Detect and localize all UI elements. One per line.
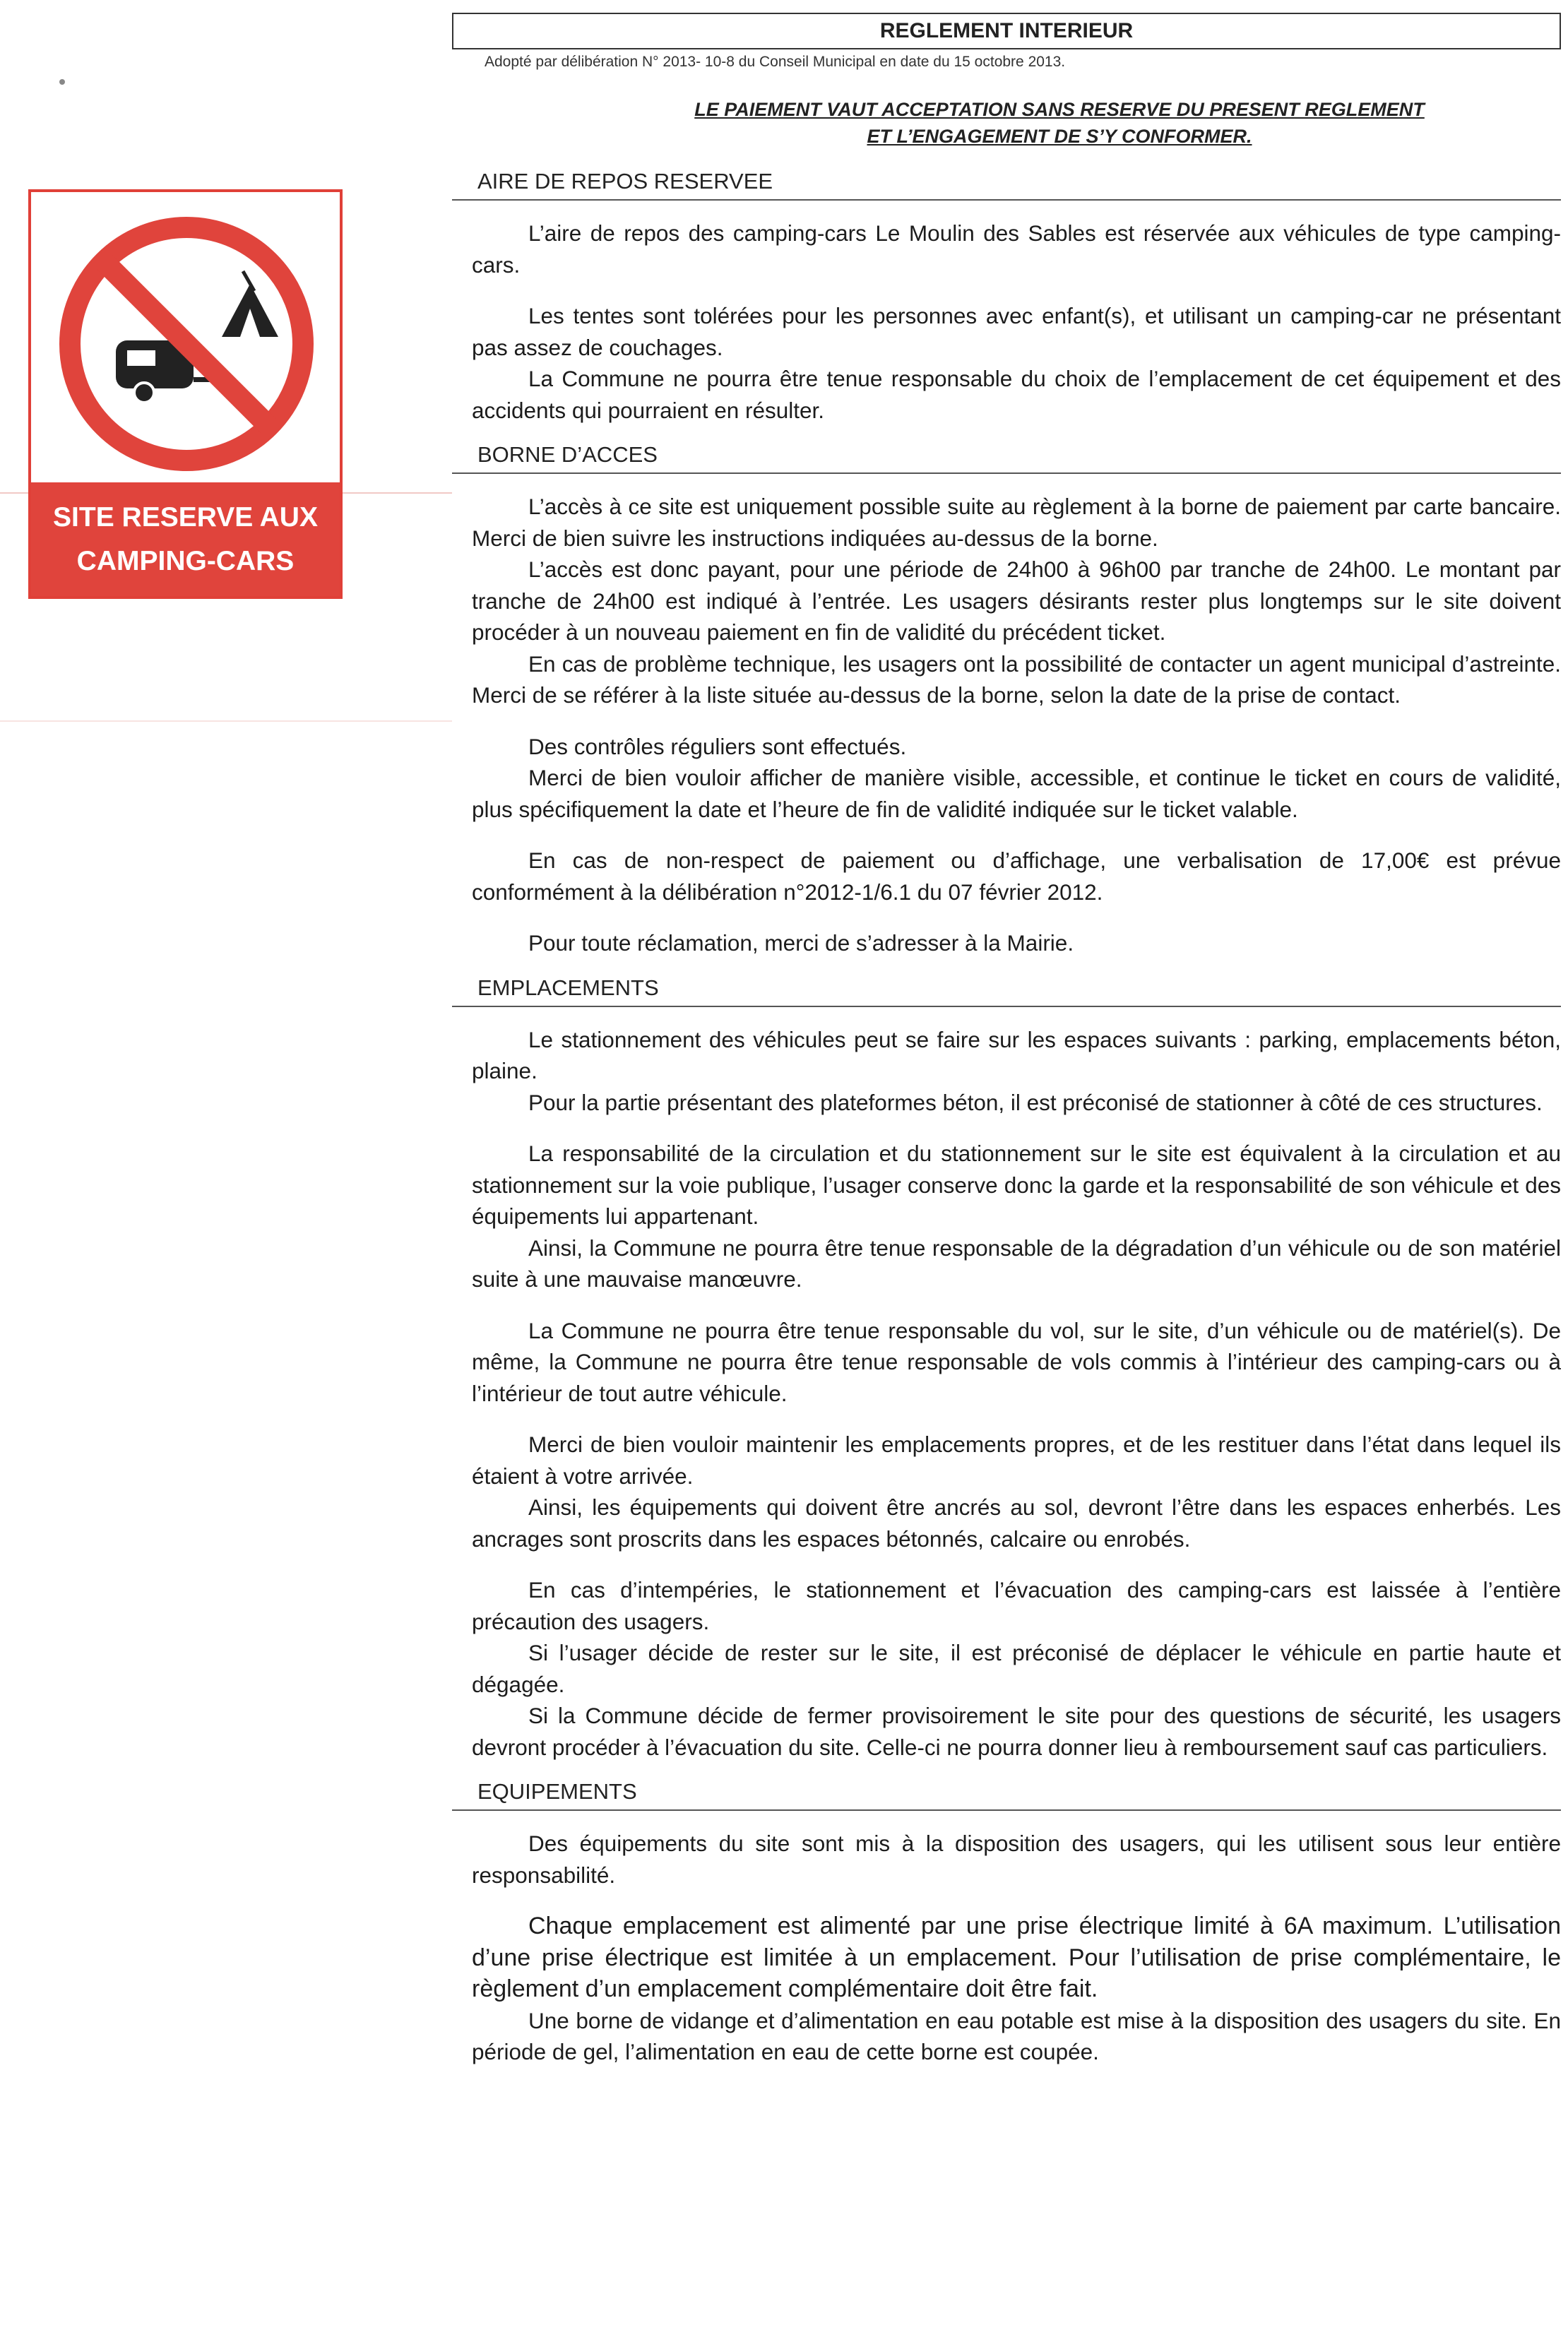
sign-caption xyxy=(31,482,340,596)
paragraph: Chaque emplacement est alimenté par une prise électrique limité à 6A maximum. L’utilisation d’une prise électrique est limitée à un emplacement. Pour l’utilisation de prise complémentaire, le règlement d’un emplacement complémentaire doit être fait. xyxy=(472,1913,1561,2002)
paragraph: Pour la partie présentant des plateformes béton, il est préconisé de stationner à côté de ces structures. xyxy=(528,1089,1543,1115)
paragraph: Des contrôles réguliers sont effectués. xyxy=(528,733,907,759)
paragraph: Merci de bien vouloir afficher de manière visible, accessible, et continue le ticket en cours de validité, plus spécifiquement la date et l’heure de fin de validité indiquée sur le ticket valable. xyxy=(472,765,1561,822)
paragraph: L’accès est donc payant, pour une période de 24h00 à 96h00 par tranche de 24h00. Le montant par tranche de 24h00 est indiqué à l’entrée. Les usagers désirants rester plus longtemps sur le site doivent procéder à un nouveau paiement en fin de validité du précédent ticket. xyxy=(472,557,1561,645)
paragraph: Ainsi, la Commune ne pourra être tenue responsable de la dégradation d’un véhicule ou de son matériel suite à une mauvaise manœuvre. xyxy=(472,1235,1561,1292)
section-title: BORNE D’ACCES xyxy=(452,440,1561,474)
paragraph: La responsabilité de la circulation et du stationnement sur le site est équivalent à la circulation et au stationnement sur la voie publique, l’usager conserve donc la garde et la responsabilité de son véhicule et des équipements lui appartenant. xyxy=(472,1141,1561,1229)
section-title: EQUIPEMENTS xyxy=(452,1777,1561,1811)
regulation-text xyxy=(452,13,1561,2068)
paragraph: Merci de bien vouloir maintenir les emplacements propres, et de les restituer dans l’état dans lequel ils étaient à votre arrivée. xyxy=(472,1432,1561,1489)
paragraph: En cas d’intempéries, le stationnement et l’évacuation des camping-cars est laissée à l’entière précaution des usagers. xyxy=(472,1577,1561,1634)
adoption-note: Adopté par délibération N° 2013- 10-8 du Conseil Municipal en date du 15 octobre 2013. xyxy=(485,54,1066,70)
document-title: REGLEMENT INTERIEUR xyxy=(452,13,1561,49)
paragraph: L’aire de repos des camping-cars Le Moulin des Sables est réservée aux véhicules de type camping-cars. xyxy=(472,220,1561,278)
sign-caption-line1: SITE RESERVE AUX xyxy=(53,501,318,533)
section-equipements xyxy=(452,1777,1561,2068)
section-borne-acces xyxy=(452,440,1561,959)
paragraph: La Commune ne pourra être tenue responsable du choix de l’emplacement de cet équipement et des accidents qui pourraient en résulter. xyxy=(472,366,1561,423)
tent-icon xyxy=(222,271,278,337)
paragraph: Pour toute réclamation, merci de s’adresser à la Mairie. xyxy=(528,930,1074,956)
payment-notice-line1: LE PAIEMENT VAUT ACCEPTATION SANS RESERVE DU PRESENT REGLEMENT xyxy=(694,99,1425,120)
paragraph: En cas de non-respect de paiement ou d’affichage, une verbalisation de 17,00€ est prévue conformément à la délibération n°2012-1/6.1 du 07 février 2012. xyxy=(472,848,1561,905)
paragraph: Des équipements du site sont mis à la disposition des usagers, qui les utilisent sous leur entière responsabilité. xyxy=(472,1831,1561,1888)
paragraph: Si l’usager décide de rester sur le site, il est préconisé de déplacer le véhicule en partie haute et dégagée. xyxy=(472,1640,1561,1697)
no-entry-icon xyxy=(31,192,340,485)
paragraph: Les tentes sont tolérées pour les personnes avec enfant(s), et utilisant un camping-car ne présentant pas assez de couchages. xyxy=(472,303,1561,360)
scan-line xyxy=(0,720,452,722)
paragraph: L’accès à ce site est uniquement possible suite au règlement à la borne de paiement par carte bancaire. Merci de bien suivre les instructions indiquées au-dessus de la borne. xyxy=(472,494,1561,551)
paragraph: En cas de problème technique, les usagers ont la possibilité de contacter un agent municipal d’astreinte. Merci de se référer à la liste située au-dessus de la borne, selon la date de la prise de contact. xyxy=(472,650,1561,708)
section-aire-de-repos xyxy=(452,167,1561,426)
paragraph: La Commune ne pourra être tenue responsable du vol, sur le site, d’un véhicule ou de matériel(s). De même, la Commune ne pourra être tenue responsable de vols commis à l’intérieur des camping-cars ou à l’intérieur de tout autre véhicule. xyxy=(472,1317,1561,1406)
payment-notice-line2: ET L’ENGAGEMENT DE S’Y CONFORMER. xyxy=(867,126,1252,147)
payment-notice xyxy=(452,96,1561,150)
paragraph: Si la Commune décide de fermer provisoirement le site pour des questions de sécurité, les usagers devront procéder à l’évacuation du site. Celle-ci ne pourra donner lieu à remboursement sauf cas particuliers. xyxy=(472,1703,1561,1760)
paragraph: Le stationnement des véhicules peut se faire sur les espaces suivants : parking, emplacements béton, plaine. xyxy=(472,1026,1561,1083)
paragraph: Ainsi, les équipements qui doivent être ancrés au sol, devront l’être dans les espaces enherbés. Les ancrages sont proscrits dans les espaces bétonnés, calcaire ou enrobés. xyxy=(472,1494,1561,1552)
scan-speck xyxy=(59,79,65,85)
paragraph: Une borne de vidange et d’alimentation en eau potable est mise à la disposition des usagers du site. En période de gel, l’alimentation en eau de cette borne est coupée. xyxy=(472,2007,1561,2064)
section-emplacements xyxy=(452,973,1561,1764)
section-title: AIRE DE REPOS RESERVEE xyxy=(452,167,1561,201)
camping-car-sign xyxy=(28,189,343,599)
section-title: EMPLACEMENTS xyxy=(452,973,1561,1007)
sign-caption-line2: CAMPING-CARS xyxy=(76,545,295,576)
